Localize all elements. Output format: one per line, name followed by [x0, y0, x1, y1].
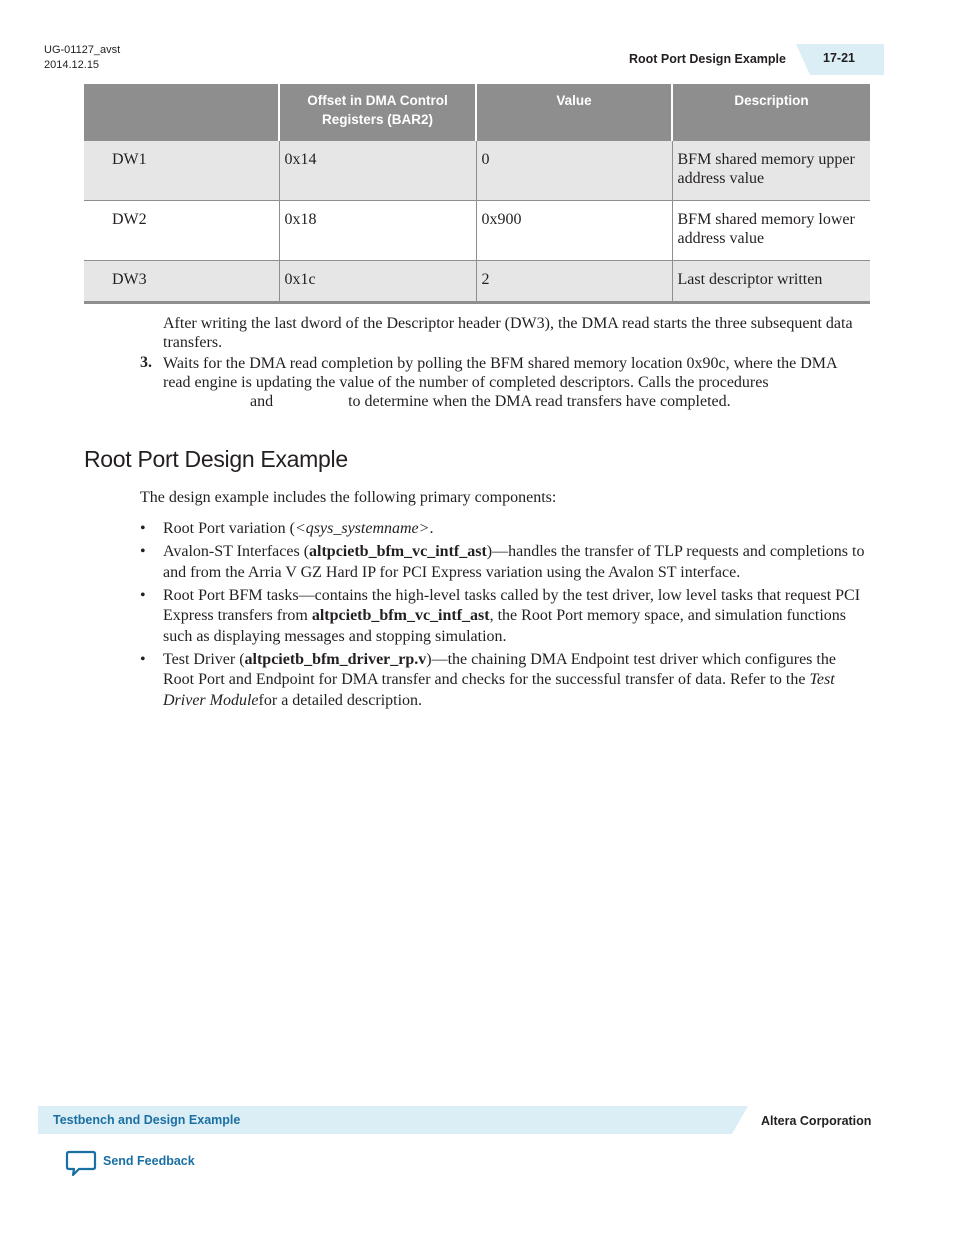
- step-number: 3.: [140, 354, 152, 371]
- text: , the Root Port memory space, and simulation functions such as displaying messages and stopping simulation.: [163, 607, 846, 645]
- bullet-icon: •: [140, 650, 146, 668]
- cell-name: DW1: [84, 141, 279, 201]
- send-feedback-link[interactable]: Send Feedback: [103, 1154, 195, 1168]
- component-list: [140, 519, 870, 714]
- list-item: [140, 542, 870, 583]
- bold-text: altpcietb_bfm_vc_intf_ast: [309, 543, 487, 560]
- column-header-description: Description: [672, 84, 870, 141]
- page-number: 17-21: [823, 51, 855, 65]
- document-date: 2014.12.15: [44, 59, 100, 71]
- cell-offset: 0x1c: [279, 261, 476, 303]
- page-number-tab: [796, 44, 884, 75]
- document-id: UG-01127_avst: [44, 44, 121, 56]
- cell-name: DW3: [84, 261, 279, 303]
- text: Test Driver (: [163, 650, 245, 668]
- bold-text: altpcietb_bfm_driver_rp.v: [244, 650, 427, 668]
- step3-and: and: [250, 393, 274, 410]
- dw3-paragraph: After writing the last dword of the Descriptor header (DW3), the DMA read starts the three subsequent data transfers.: [163, 315, 853, 351]
- step3-text-a: Waits for the DMA read completion by polling the BFM shared memory location 0x90c, where the DMA read engine is updating the value of the number of completed descriptors. Calls the procedures: [163, 355, 837, 391]
- bullet-icon: •: [140, 586, 146, 604]
- dma-descriptor-table: [84, 84, 870, 304]
- bold-text: altpcietb_bfm_vc_intf_ast: [311, 607, 490, 624]
- table-header-row: [84, 84, 870, 141]
- italic-text: <qsys_systemname>: [294, 520, 430, 537]
- cell-description: Last descriptor written: [672, 261, 870, 303]
- list-item: [140, 519, 870, 540]
- text: for a detailed description.: [258, 691, 423, 709]
- document-id-block: [44, 43, 120, 73]
- bullet-icon: •: [140, 520, 146, 537]
- bullet-icon: •: [140, 543, 146, 560]
- step3-text: [163, 354, 863, 411]
- cell-offset: 0x14: [279, 141, 476, 201]
- column-header-value: Value: [476, 84, 672, 141]
- text: )—the chaining DMA Endpoint test driver which configures the Root Port and Endpoint for DMA transfer and checks for the successful transfer of data. Refer to the: [163, 650, 836, 688]
- cell-name: DW2: [84, 201, 279, 261]
- cell-value: 0: [476, 141, 672, 201]
- column-header-offset: Offset in DMA Control Registers (BAR2): [279, 84, 476, 141]
- text: Root Port variation (: [163, 520, 295, 537]
- text: )—handles the transfer of TLP requests and completions to and from the Arria V GZ Hard IP for PCI Express variation using the Avalon ST interface.: [163, 543, 865, 581]
- text: Root Port BFM tasks—contains the high-level tasks called by the test driver, low level tasks that request PCI Express transfers from: [163, 586, 861, 624]
- cell-description: BFM shared memory lower address value: [672, 201, 870, 261]
- step3-text-b: to determine when the DMA read transfers have completed.: [348, 393, 731, 410]
- text: .: [429, 520, 434, 537]
- footer-company: Altera Corporation: [761, 1114, 872, 1128]
- list-item: [140, 586, 870, 648]
- column-header-name: [84, 84, 279, 141]
- footer-chapter[interactable]: Testbench and Design Example: [53, 1113, 241, 1127]
- text: Avalon-ST Interfaces (: [163, 543, 310, 560]
- table-row: [84, 201, 870, 261]
- section-intro: The design example includes the following primary components:: [140, 489, 557, 506]
- cell-value: 2: [476, 261, 672, 303]
- feedback-icon[interactable]: [65, 1150, 97, 1178]
- cell-value: 0x900: [476, 201, 672, 261]
- running-header-title: Root Port Design Example: [629, 52, 786, 66]
- table-row: [84, 261, 870, 303]
- cell-offset: 0x18: [279, 201, 476, 261]
- list-item: [140, 650, 870, 712]
- cell-description: BFM shared memory upper address value: [672, 141, 870, 201]
- section-heading: Root Port Design Example: [84, 446, 348, 472]
- table-row: [84, 141, 870, 201]
- italic-text: Test Driver Module: [163, 671, 835, 709]
